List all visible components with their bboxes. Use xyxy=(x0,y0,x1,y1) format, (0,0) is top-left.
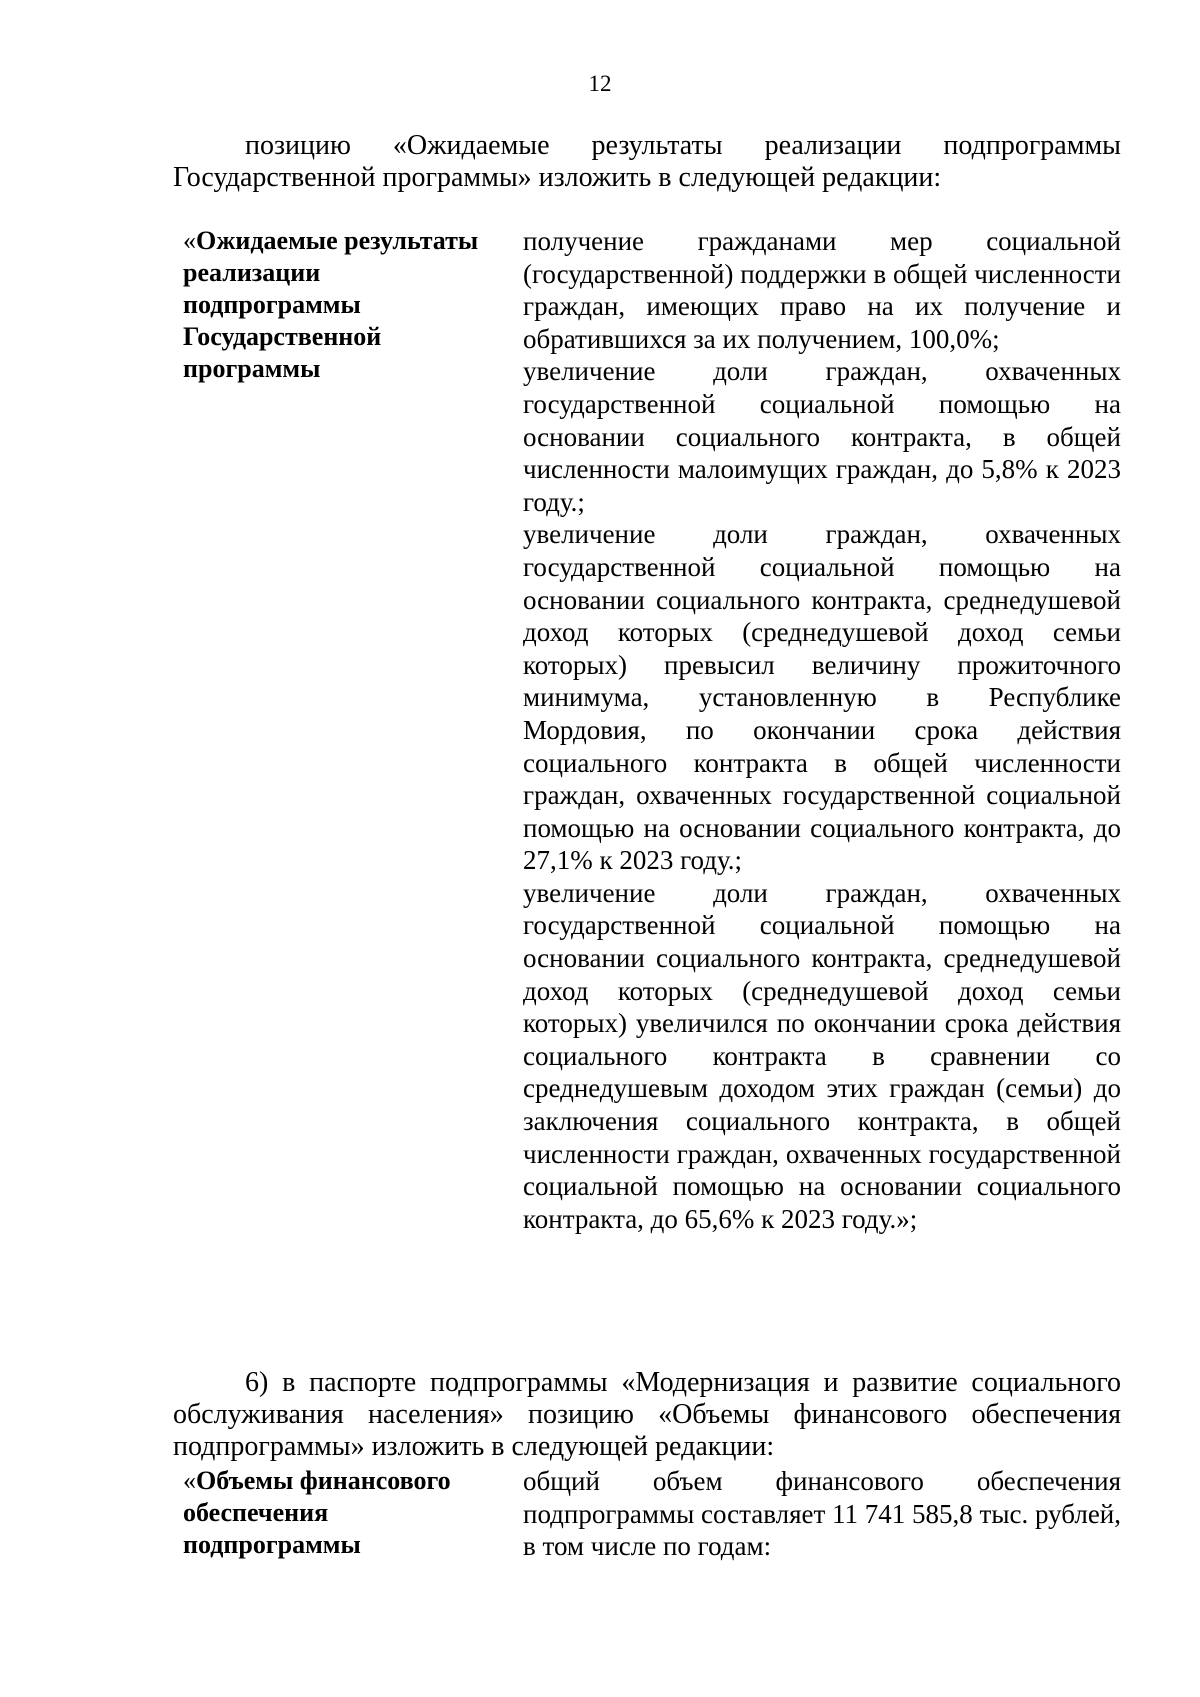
opening-quote: « xyxy=(183,1466,196,1495)
result-item: увеличение доли граждан, охваченных государственной социальной помощью на основании социального контракта, в общей численности малоимущих граждан, до 5,8% к 2023 году.; xyxy=(523,356,1121,517)
amendment-paragraph-text: 6) в паспорте подпрограммы «Модернизация и развитие социального обслуживания населения» позицию «Объемы финансового обеспечения подпрограммы» изложить в следующей редакции: xyxy=(173,1367,1121,1462)
intro-paragraph xyxy=(173,130,1121,194)
result-item: получение гражданами мер социальной (государственной) поддержки в общей численности граждан, имеющих право на их получение и обратившихся за их получением, 100,0%; xyxy=(523,226,1121,354)
intro-paragraph-text: позицию «Ожидаемые результаты реализации подпрограммы Государственной программы» изложить в следующей редакции: xyxy=(173,130,1121,193)
result-item: увеличение доли граждан, охваченных государственной социальной помощью на основании социального контракта, среднедушевой доход которых (среднедушевой доход семьи которых) превысил величину прожиточного минимума, установленную в Республике Мордовия, по окончании срока действия социального контракта в общей численности граждан, охваченных государственной социальной помощью на основании социального контракта, до 27,1% к 2023 году.; xyxy=(523,519,1121,876)
result-item: увеличение доли граждан, охваченных государственной социальной помощью на основании социального контракта, среднедушевой доход которых (среднедушевой доход семьи которых) увеличился по окончании срока действия социального контракта в сравнении со среднедушевым доходом этих граждан (семьи) до заключения социального контракта, в общей численности граждан, охваченных государственной социальной помощью на основании социального контракта, до 65,6% к 2023 году.»; xyxy=(523,877,1121,1234)
financing-label: Объемы финансового обеспечения подпрограммы xyxy=(183,1466,451,1559)
financing-label-cell xyxy=(183,1465,503,1561)
expected-results-content-cell xyxy=(523,225,1121,1235)
page-number: 12 xyxy=(588,71,612,96)
financing-content-cell xyxy=(523,1465,1121,1563)
opening-quote: « xyxy=(183,226,196,255)
expected-results-label-cell xyxy=(183,225,503,385)
financing-text: общий объем финансового обеспечения подпрограммы составляет 11 741 585,8 тыс. рублей, в том числе по годам: xyxy=(523,1466,1121,1562)
expected-results-label: Ожидаемые результаты реализации подпрограммы Государственной программы xyxy=(183,226,479,383)
amendment-paragraph xyxy=(173,1367,1121,1463)
